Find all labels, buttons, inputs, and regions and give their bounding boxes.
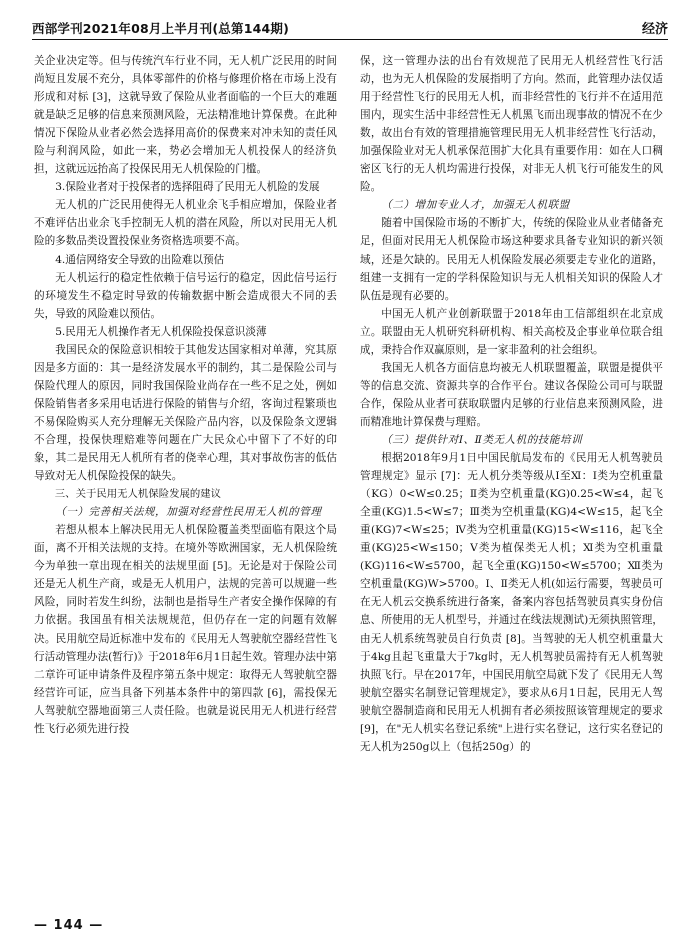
journal-title: 西部学刊2021年08月上半月刊(总第144期) bbox=[32, 21, 290, 36]
subsection-title: （三）提供针对Ⅰ、Ⅱ类无人机的技能培训 bbox=[381, 433, 583, 446]
subsection-title: （二）增加专业人才，加强无人机联盟 bbox=[381, 199, 570, 212]
paragraph: 根据2018年9月1日中国民航局发布的《民用无人机驾驶员管理规定》显示 [7]：无人机分类等级从Ⅰ至Ⅺ：Ⅰ类为空机重量（KG）0<W≤0.25；Ⅱ类为空机重量(KG)0.25<W≤4，起飞全重(KG)1.5<W≤7；Ⅲ类为空机重量(KG)4<W≤15，起飞全重(KG)7<W≤25；Ⅳ类为空机重量(KG)15<W≤116，起飞全重(KG)25<W≤150；Ⅴ类为植保类无人机；Ⅺ类为空机重量(KG)116<W≤5700，起飞全重(KG)150<W≤5700；Ⅻ类为空机重量(KG)W>5700。Ⅰ、Ⅱ类无人机(如运行需要，驾驶员可在无人机云交换系统进行备案，备案内容包括驾驶员真实身份信息、所使用的无人机型号，并通过在线法规测试)无须执照管理，由无人机系统驾驶员自行负责 [8]。当驾驶的无人机空机重量大于4kg且起飞重量大于7kg时，无人机驾驶员需持有无人机驾驶执照飞行。早在2017年，中国民用航空局就下发了《民用无人驾驶航空器实名制登记管理规定》，要求从6月1日起，民用无人驾驶航空器制造商和民用无人机拥有者必须按照该管理规定的要求 [9]，在"无人机实名登记系统"上进行实名登记，这行实名登记的无人机为250g以上（包括250g）的 bbox=[360, 452, 663, 753]
paragraph: 若想从根本上解决民用无人机保险覆盖类型面临有限这个局面，离不开相关法规的支持。在境外等欧洲国家，无人机保险统今为单独一章出现在相关的法规里面 [5]。无论是对于保险公司还是无人机生产商，或是无人机用户，法规的完善可以规避一些风险，同时若发生纠纷，法制也是指导生产者安全操作保障的有力依据。我国虽有相关法规规范，但仍存在一定的问题有效解决。民用航空局近标准中发布的《民用无人驾驶航空器经营性飞行活动管理办法(暂行)》于2018年6月1日起生效。管理办法中第二章许可证申请条件及程序第五条中规定：取得无人驾驶航空器经营许可证，应当具备下列基本条件中的第四款 [6]，需投保无人驾驶航空器地面第三人责任险。也就是说民用无人机进行经营性飞行必须先进行投 bbox=[34, 524, 337, 735]
section-heading: 三、关于民用无人机保险发展的建议 bbox=[54, 488, 222, 501]
section-label: 经济 bbox=[641, 22, 668, 37]
subsection-heading: 3.保险业者对于投保者的选择阻碍了民用无人机险的发展 bbox=[55, 181, 320, 194]
paragraph: 我国民众的保险意识相较于其他发达国家相对单薄，究其原因是多方面的：其一是经济发展水平的制约，其二是保险公司与保险代理人的原因，同时我国保险业尚存在一些不足之处，例如保险销售者多采用电话进行保险的销售与介绍，客询过程繁琐也不易保险购买人充分理解无关保险产品内容，以及保险条文逻辑不合理，投保快理赔难等问题在广大民众心中留下了不好的印象，其二是民用无人机所有者的侥幸心理，其对事故伤害的低估导致对无人机保险投保的缺失。 bbox=[34, 343, 337, 483]
paragraph: 关企业决定等。但与传统汽车行业不同，无人机广泛民用的时间尚短且发展不充分，具体零部件的价格与修理价格在市场上没有形成和对标 [3]，这就导致了保险从业者面临的一个巨大的难题就是缺乏足够的信息来预测风险，无法精准地计算保费。在此种情况下保险从业者必然会选择用高价的保费来对冲未知的责任风险与利润风险，如此一来，势必会增加无人机投保人的经济负担，这就远远抬高了投保民用无人机保险的门槛。 bbox=[34, 55, 337, 176]
page-number: — 144 — bbox=[34, 918, 104, 933]
paragraph: 我国无人机各方面信息均被无人机联盟覆盖，联盟是提供平等的信息交流、资源共享的合作平台。建议各保险公司可与联盟合作，保险从业者可获取联盟内足够的行业信息来预测风险，进而精准地计算保费与理赔。 bbox=[360, 361, 663, 428]
paragraph: 中国无人机产业创新联盟于2018年由工信部组织在北京成立。联盟由无人机研究科研机构、相关高校及企事业单位联合组成，秉持合作双赢原则，是一家非盈利的社会组织。 bbox=[360, 307, 663, 356]
running-header bbox=[32, 15, 668, 40]
subsection-title: （一）完善相关法规，加强对经营性民用无人机的管理 bbox=[55, 506, 322, 519]
subsection-heading: 4.通信网络安全导致的出险难以预估 bbox=[55, 253, 225, 266]
left-text-column bbox=[34, 52, 337, 738]
right-text-column bbox=[360, 52, 663, 756]
paragraph: 随着中国保险市场的不断扩大，传统的保险业从业者储备充足，但面对民用无人机保险市场这种要求具备专业知识的新兴领域，还是欠缺的。民用无人机保险发展必须要走专业化的道路，组建一支拥有一定的学科保险知识与无人机相关知识的保险人才队伍是现有必要的。 bbox=[360, 217, 663, 302]
paragraph: 无人机的广泛民用使得无人机业余飞手相应增加，保险业者不难评估出业余飞手控制无人机的潜在风险，所以对民用无人机险的多数品类设置投保业务资格选项要不高。 bbox=[34, 199, 337, 248]
paragraph: 无人机运行的稳定性依赖于信号运行的稳定，因此信号运行的环境发生不稳定时导致的传输数据中断会造成很大不同的丢失，导致的风险难以预估。 bbox=[34, 271, 337, 320]
paragraph: 保，这一管理办法的出台有效规范了民用无人机经营性飞行活动，也为无人机保险的发展指明了方向。然而，此管理办法仅适用于经营性飞行的民用无人机，而非经营性的飞行并不在适用范围内，现实生活中非经营性无人机黑飞而出现事故的情况不在少数，故出台有效的管理措施管理民用无人机非经营性飞行活动，加强保险业对无人机承保范围扩大化具有重要作用：如在人口稠密区飞行的无人机均需进行投保，对非无人机飞行可能发生的风险。 bbox=[360, 55, 663, 194]
subsection-heading: 5.民用无人机操作者无人机保险投保意识淡薄 bbox=[55, 325, 267, 338]
